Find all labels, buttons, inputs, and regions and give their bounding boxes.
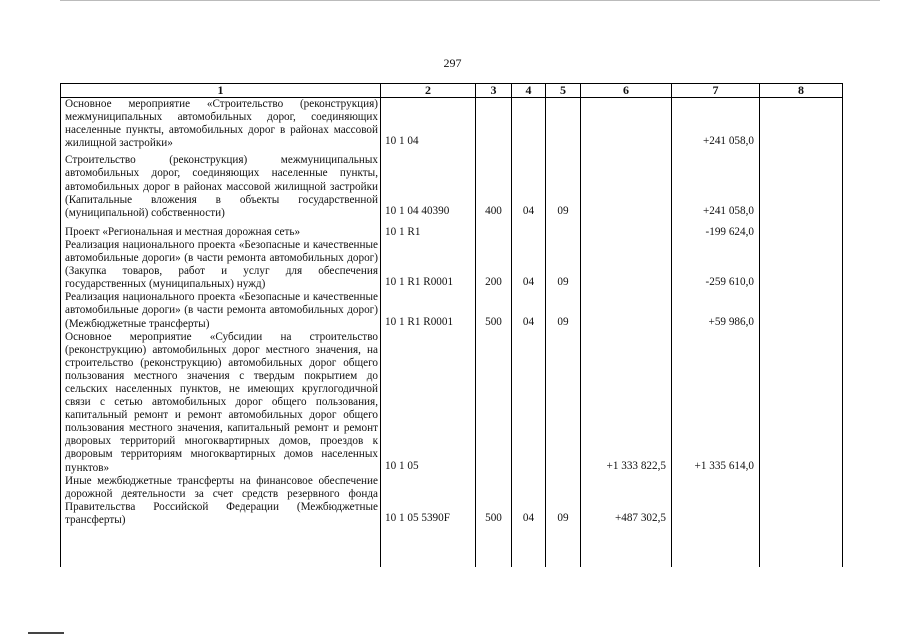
- row-c6: +487 302,5: [581, 475, 672, 527]
- row-code: 10 1 R1 R0001: [381, 291, 476, 330]
- row-filler: [61, 527, 381, 567]
- table-row: [61, 291, 843, 330]
- row-filler: [381, 527, 476, 567]
- header-row: [61, 84, 843, 98]
- row-c4: [512, 220, 546, 239]
- row-c6: [581, 98, 672, 151]
- row-code: 10 1 04: [381, 98, 476, 151]
- row-code: 10 1 05: [381, 331, 476, 475]
- row-c8: [760, 291, 843, 330]
- row-name: Основное мероприятие «Субсидии на строительство (реконструкцию) автомобильных дорог местного значения, на строительство (реконструкцию) автомобильных дорог общего пользования местного значения с твердым покрытием до сельских населенных пунктов, не имеющих круглогодичной связи с сетью автомобильных дорог общего пользования, капитальный ремонт и ремонт автомобильных дорог общего пользования местного значения, капитальный ремонт и ремонт дворовых территорий многоквартирных домов, проездов к дворовым территориям многоквартирных домов населенных пунктов»: [61, 331, 381, 475]
- row-c4: [512, 98, 546, 151]
- row-c8: [760, 150, 843, 219]
- scan-bottom-mark: [28, 632, 64, 634]
- row-c6: [581, 150, 672, 219]
- col-header-4: 4: [512, 84, 546, 98]
- row-name: Иные межбюджетные трансферты на финансовое обеспечение дорожной деятельности за счет средств резервного фонда Правительства Российской Федерации (Межбюджетные трансферты): [61, 475, 381, 527]
- col-header-8: 8: [760, 84, 843, 98]
- row-c5: [546, 98, 581, 151]
- row-c8: [760, 98, 843, 151]
- table-row: [61, 220, 843, 239]
- row-code: 10 1 R1: [381, 220, 476, 239]
- row-c4: [512, 331, 546, 475]
- row-c4: 04: [512, 239, 546, 291]
- row-code: 10 1 04 40390: [381, 150, 476, 219]
- row-c7: +241 058,0: [672, 150, 760, 219]
- scan-top-edge: [60, 0, 880, 1]
- budget-table: [60, 83, 843, 567]
- table-row-continuation: [61, 527, 843, 567]
- table-row: [61, 98, 843, 151]
- row-c8: [760, 220, 843, 239]
- row-c8: [760, 331, 843, 475]
- row-filler: [760, 527, 843, 567]
- table-row: [61, 150, 843, 219]
- row-c4: 04: [512, 475, 546, 527]
- row-c5: 09: [546, 150, 581, 219]
- col-header-5: 5: [546, 84, 581, 98]
- row-c3: [476, 220, 512, 239]
- row-c3: 500: [476, 475, 512, 527]
- row-c5: 09: [546, 291, 581, 330]
- row-name: Реализация национального проекта «Безопасные и качественные автомобильные дороги» (в части ремонта автомобильных дорог) (Межбюджетные трансферты): [61, 291, 381, 330]
- row-c8: [760, 475, 843, 527]
- row-c3: [476, 331, 512, 475]
- row-c7: -199 624,0: [672, 220, 760, 239]
- table-row: [61, 331, 843, 475]
- row-filler: [581, 527, 672, 567]
- table-row: [61, 475, 843, 527]
- row-c8: [760, 239, 843, 291]
- row-c6: [581, 220, 672, 239]
- row-c6: [581, 291, 672, 330]
- row-c3: [476, 98, 512, 151]
- row-c5: [546, 220, 581, 239]
- row-c7: [672, 475, 760, 527]
- row-filler: [672, 527, 760, 567]
- row-c5: [546, 331, 581, 475]
- row-c5: 09: [546, 475, 581, 527]
- table-row: [61, 239, 843, 291]
- row-name: Строительство (реконструкция) межмуниципальных автомобильных дорог, соединяющих населенные пункты, автомобильных дорог в районах массовой жилищной застройки (Капитальные вложения в объекты государственной (муниципальной) собственности): [61, 150, 381, 219]
- col-header-7: 7: [672, 84, 760, 98]
- row-c7: +59 986,0: [672, 291, 760, 330]
- row-c7: -259 610,0: [672, 239, 760, 291]
- row-c3: 200: [476, 239, 512, 291]
- row-filler: [546, 527, 581, 567]
- row-filler: [512, 527, 546, 567]
- row-c4: 04: [512, 291, 546, 330]
- row-c6: [581, 239, 672, 291]
- col-header-3: 3: [476, 84, 512, 98]
- col-header-6: 6: [581, 84, 672, 98]
- row-name: Основное мероприятие «Строительство (реконструкция) межмуниципальных автомобильных дорог, соединяющих населенные пункты, автомобильных дорог в районах массовой жилищной застройки»: [61, 98, 381, 151]
- row-c7: +1 335 614,0: [672, 331, 760, 475]
- row-code: 10 1 05 5390F: [381, 475, 476, 527]
- page-number: 297: [443, 56, 462, 70]
- row-c3: 500: [476, 291, 512, 330]
- row-c3: 400: [476, 150, 512, 219]
- col-header-2: 2: [381, 84, 476, 98]
- row-c5: 09: [546, 239, 581, 291]
- row-name: Проект «Региональная и местная дорожная сеть»: [61, 220, 381, 239]
- row-c7: +241 058,0: [672, 98, 760, 151]
- row-c4: 04: [512, 150, 546, 219]
- row-name: Реализация национального проекта «Безопасные и качественные автомобильные дороги» (в части ремонта автомобильных дорог) (Закупка товаров, работ и услуг для обеспечения государственных (муниципальных) нужд): [61, 239, 381, 291]
- row-code: 10 1 R1 R0001: [381, 239, 476, 291]
- col-header-1: 1: [61, 84, 381, 98]
- row-filler: [476, 527, 512, 567]
- row-c6: +1 333 822,5: [581, 331, 672, 475]
